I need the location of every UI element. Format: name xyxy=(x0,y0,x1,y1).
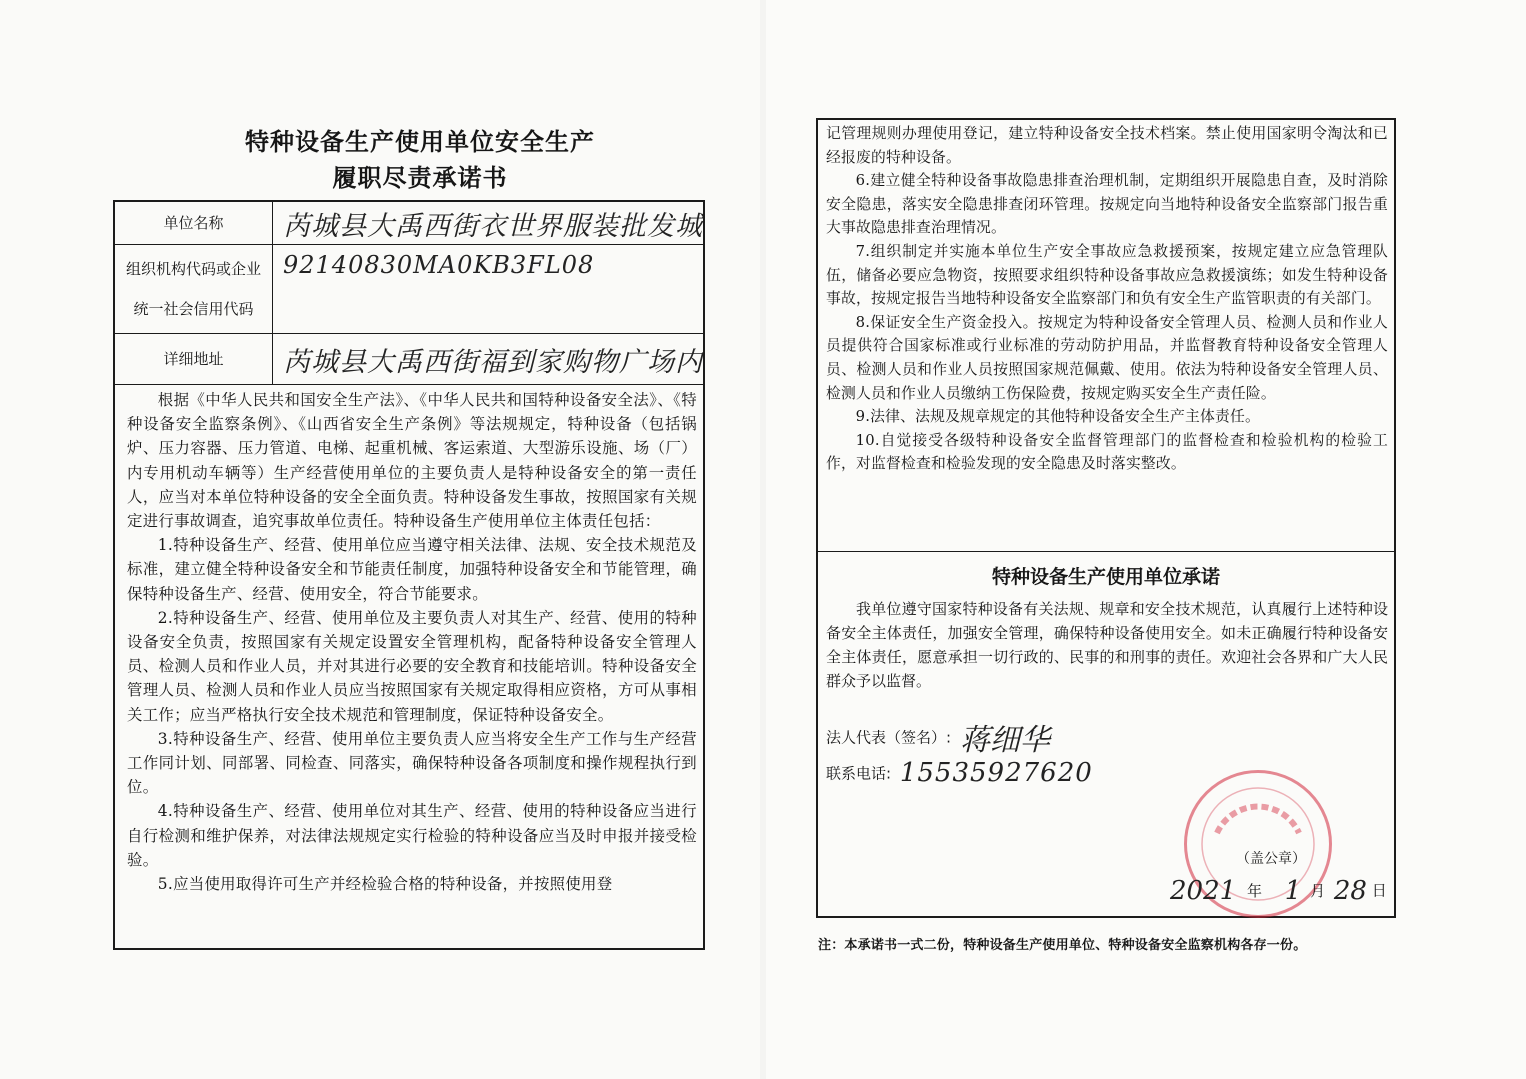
pledge-body xyxy=(818,597,1394,693)
phone-label: 联系电话: xyxy=(826,764,892,783)
document-title-line2: 履职尽责承诺书 xyxy=(332,164,508,192)
left-page xyxy=(0,0,760,1079)
clause-8: 8.保证安全生产资金投入。按规定为特种设备安全管理人员、检测人员和作业人员提供符合国家标准或行业标准的劳动防护用品，并监督教育特种设备安全管理人员、检测人员和作业人员按照国家规范佩戴、使用。依法为特种设备安全管理人员、检测人员和作业人员缴纳工伤保险费，按规定购买安全生产责任险。 xyxy=(826,313,1388,402)
document-title-line1: 特种设备生产使用单位安全生产 xyxy=(245,128,595,156)
clause-5-continued: 记管理规则办理使用登记，建立特种设备安全技术档案。禁止使用国家明令淘汰和已经报废的特种设备。 xyxy=(826,125,1388,166)
commitment-form-box xyxy=(113,200,705,950)
credit-code-label-line2: 统一社会信用代码 xyxy=(133,300,254,318)
clause-3: 3.特种设备生产、经营、使用单位主要负责人应当将安全生产工作与生产经营工作同计划、同部署、同检查、同落实，确保特种设备各项制度和操作规程执行到位。 xyxy=(127,729,697,797)
credit-code-label-line1: 组织机构代码或企业 xyxy=(125,260,261,278)
phone-row xyxy=(826,758,1093,788)
right-form-box xyxy=(816,118,1396,918)
clause-1: 1.特种设备生产、经营、使用单位应当遵守相关法律、法规、安全技术规范及标准，建立健全特种设备安全和节能责任制度，加强特种设备安全和节能管理，确保特种设备生产、经营、使用安全，符合节能要求。 xyxy=(127,536,697,603)
clause-4: 4.特种设备生产、经营、使用单位对其生产、经营、使用的特种设备应当进行自行检测和维护保养，对法律法规规定实行检验的特种设备应当及时申报并接受检验。 xyxy=(127,802,697,869)
responsibility-text xyxy=(115,385,703,896)
intro-paragraph: 根据《中华人民共和国安全生产法》、《中华人民共和国特种设备安全法》、《特种设备安全监察条例》、《山西省安全生产条例》等法规规定，特种设备（包括锅炉、压力容器、压力管道、电梯、起重机械、客运索道、大型游乐设施、场（厂）内专用机动车辆等）生产经营使用单位的主要负责人是特种设备安全的第一责任人，应当对本单位特种设备的安全全面负责。特种设备发生事故，按照国家有关规定进行事故调查，追究事故单位责任。特种设备生产使用单位主体责任包括： xyxy=(127,391,697,531)
clause-5-start: 5.应当使用取得许可生产并经检验合格的特种设备，并按照使用登 xyxy=(157,875,613,894)
address-row xyxy=(115,334,703,385)
date-day: 28 xyxy=(1333,876,1367,906)
date-day-unit: 日 xyxy=(1371,881,1387,900)
clause-7: 7.组织制定并实施本单位生产安全事故应急救援预案，按规定建立应急管理队伍，储备必要应急物资，按照要求组织特种设备事故应急救援演练；如发生特种设备事故，按规定报告当地特种设备安全监察部门和负有安全生产监管职责的有关部门。 xyxy=(826,242,1388,308)
clause-10: 10.自觉接受各级特种设备安全监督管理部门的监督检查和检验机构的检验工作，对监督检查和检验发现的安全隐患及时落实整改。 xyxy=(826,431,1388,473)
date-month: 1 xyxy=(1284,876,1302,906)
credit-code-value: 92140830MA0KB3FL08 xyxy=(273,245,704,334)
credit-code-label xyxy=(115,245,273,334)
pledge-title: 特种设备生产使用单位承诺 xyxy=(991,566,1220,588)
address-value: 芮城县大禹西街福到家购物广场内 xyxy=(273,334,704,385)
unit-name-label: 单位名称 xyxy=(115,202,273,245)
unit-name-row xyxy=(115,202,703,245)
credit-code-row xyxy=(115,245,703,334)
pledge-paragraph: 我单位遵守国家特种设备有关法规、规章和安全技术规范，认真履行上述特种设备安全主体责任，加强安全管理，确保特种设备使用安全。如未正确履行特种设备安全主体责任，愿意承担一切行政的、民事的和刑事的责任。欢迎社会各界和广大人民群众予以监督。 xyxy=(826,600,1388,690)
unit-info-table xyxy=(115,202,703,385)
handwritten-signature: 蒋细华 xyxy=(959,723,1050,758)
date-month-unit: 月 xyxy=(1310,881,1326,900)
clause-9: 9.法律、法规及规章规定的其他特种设备安全生产主体责任。 xyxy=(855,408,1261,426)
handwritten-phone: 15535927620 xyxy=(899,758,1093,788)
seal-label: （盖公章） xyxy=(1236,851,1306,867)
clause-6: 6.建立健全特种设备事故隐患排查治理机制，定期组织开展隐患自查，及时消除安全隐患，落实安全隐患排查闭环管理。按规定向当地特种设备安全监察部门报告重大事故隐患排查治理情况。 xyxy=(826,172,1388,237)
unit-name-value: 芮城县大禹西街衣世界服装批发城 xyxy=(273,202,704,245)
footnote: 注：本承诺书一式二份，特种设备生产使用单位、特种设备安全监察机构各存一份。 xyxy=(818,938,1307,953)
responsibility-text-continued xyxy=(818,120,1394,552)
date-year-unit: 年 xyxy=(1246,881,1262,900)
signing-date xyxy=(1166,876,1387,906)
date-year: 2021 xyxy=(1170,876,1237,906)
signature-row xyxy=(826,715,1050,759)
address-label: 详细地址 xyxy=(115,334,273,385)
clause-2: 2.特种设备生产、经营、使用单位及主要负责人对其生产、经营、使用的特种设备安全负责，按照国家有关规定设置安全管理机构，配备特种设备安全管理人员、检测人员和作业人员，并对其进行必要的安全教育和技能培训。特种设备安全管理人员、检测人员和作业人员应当按照国家有关规定取得相应资格，方可从事相关工作；应当严格执行安全技术规范和管理制度，保证特种设备安全。 xyxy=(127,608,697,724)
signature-label: 法人代表（签名）: xyxy=(826,728,952,747)
